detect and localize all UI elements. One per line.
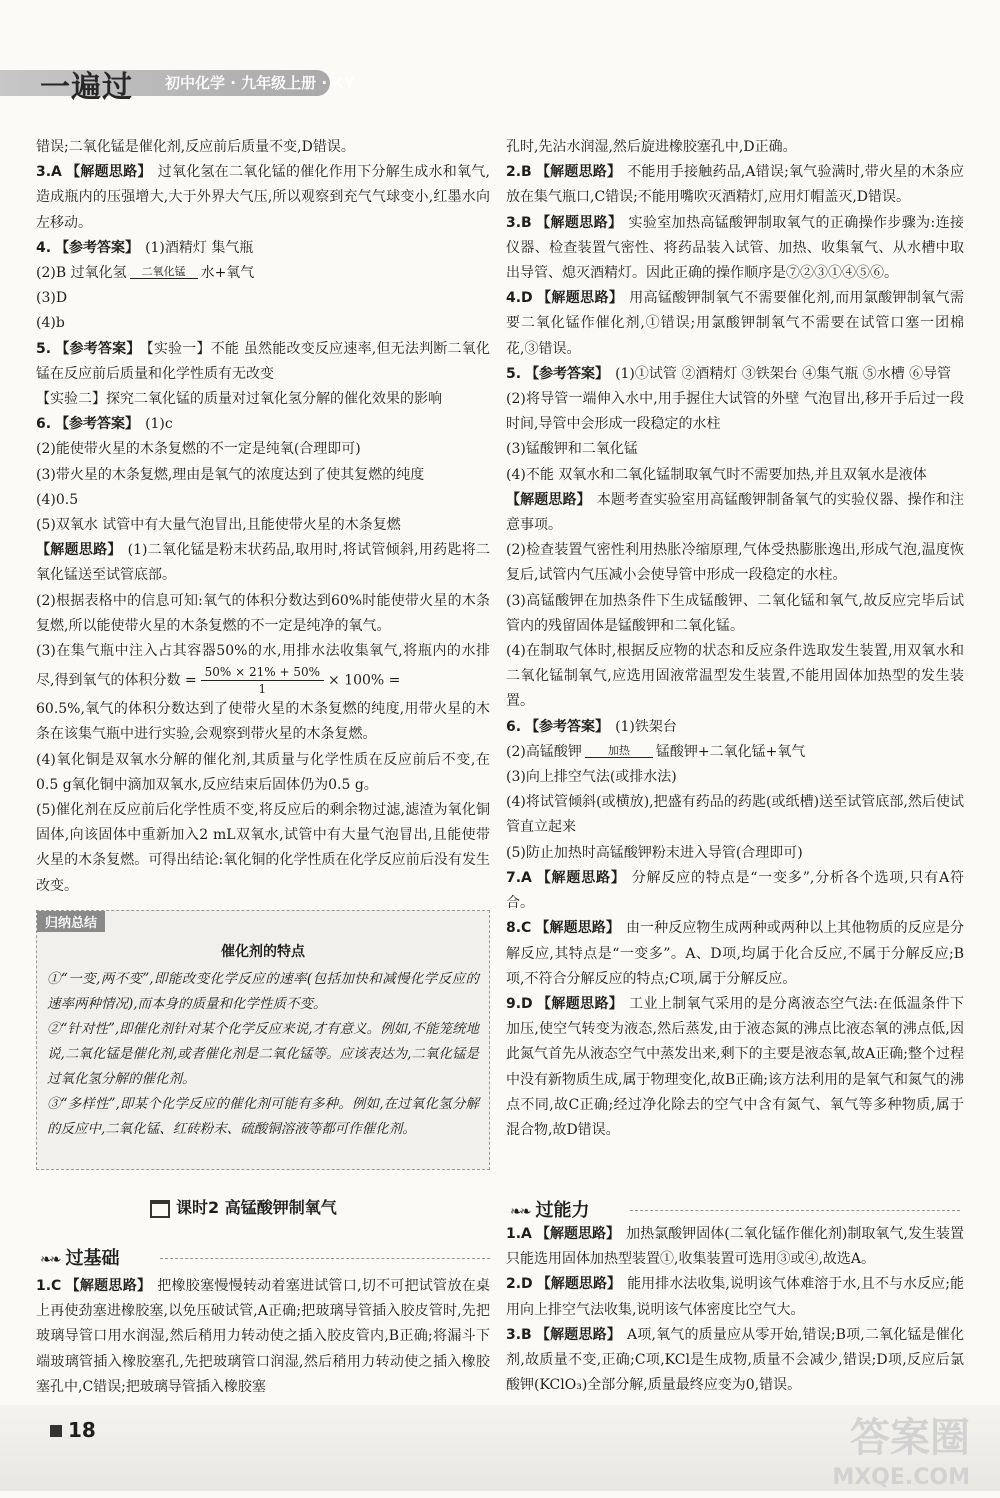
question-number: 6. [506, 718, 522, 735]
answer-text: 【实验二】探究二氧化锰的质量对过氧化氢分解的催化效果的影响 [36, 391, 442, 408]
question-number: 6. [36, 416, 52, 433]
series-title: 初中化学 · 九年级上册 · KY [165, 74, 355, 92]
answer-line [36, 286, 490, 311]
question-number: 1.A [506, 1226, 532, 1242]
watermark-line1: 答案圈 [850, 1415, 970, 1461]
lesson-title [150, 1195, 337, 1218]
answer-tag: 【解题思路】 [535, 920, 620, 937]
answer-tag: 【参考答案】 [55, 239, 140, 256]
answer-line [36, 261, 490, 286]
equation-line [506, 740, 964, 765]
equation-right: 锰酸钾+二氧化锰+氧气 [655, 743, 806, 760]
answer-text: × 100% = [328, 672, 401, 689]
answer-line [506, 841, 964, 866]
answer-line [36, 236, 490, 261]
answer-line [36, 437, 490, 462]
answer-line [506, 463, 964, 488]
section-divider [160, 1258, 490, 1259]
answer-line [506, 387, 964, 437]
answer-line [36, 311, 490, 336]
equation-left: (2)高锰酸钾 [506, 743, 582, 760]
answer-line [506, 160, 964, 210]
summary-title: 催化剂的特点 [221, 944, 305, 960]
answer-text: (4)在制取气体时,根据反应物的状态和反应条件选取发生装置,用双氧水和二氧化锰制氧气,应选用固液常温型发生装置,不能用固体加热型的发生装置。 [506, 643, 964, 710]
answer-text: (5)双氧水 试管中有大量气泡冒出,且能使带火星的木条复燃 [36, 517, 401, 534]
answer-line [506, 135, 964, 160]
question-number: 1.C [36, 1278, 62, 1294]
leaf-icon: ❧❧ [40, 1252, 60, 1268]
answer-text: (3)高锰酸钾在加热条件下生成锰酸钾、二氧化锰和氧气,故反应完毕后试管内的残留固体是锰酸钾和二氧化锰。 [506, 592, 964, 634]
arrow-line [130, 278, 198, 279]
answer-line [36, 589, 490, 639]
answer-line [36, 488, 490, 513]
answer-text: (2)将导管一端伸入水中,用手握住大试管的外壁 气泡冒出,移开手后过一段时间,导管中会形成一段稳定的水柱 [506, 391, 964, 433]
answer-text: (4)0.5 [36, 491, 79, 508]
answer-tag: 【解题思路】 [535, 869, 626, 886]
fraction [201, 664, 324, 697]
answer-text: (1)二氧化锰是粉末状药品,取用时,将试管倾斜,用药匙将二氧化锰送至试管底部。 [36, 542, 490, 584]
answer-tag: 【解题思路】 [535, 214, 623, 231]
summary-body [47, 967, 479, 1142]
reaction-arrow [130, 266, 198, 286]
section-basic-label: 过基础 [65, 1248, 120, 1269]
answer-text: 孔时,先沾水润湿,然后旋进橡胶塞孔中,D正确。 [506, 139, 797, 155]
question-number: 3.B [506, 214, 532, 231]
leaf-icon: ❧❧ [510, 1204, 530, 1220]
answer-text: 能用排水法收集,说明该气体难溶于水,且不与水反应;能用向上排空气法收集,说明该气体密度比空气大。 [506, 1276, 964, 1318]
question-number: 4.D [506, 290, 533, 307]
answer-tag: 【解题思路】 [536, 995, 624, 1012]
answer-text: 把橡胶塞慢慢转动着塞进试管口,切不可把试管放在桌上再使劲塞进橡胶塞,以免压破试管,A正确;把玻璃导管插入胶皮管时,先把玻璃导管口用水润湿,然后稍用力转动使之插入胶皮管内,B正确;将漏斗下端玻璃管插入橡胶塞孔,先把玻璃管口润湿,然后稍用力转动使之插入橡胶塞孔中,C错误;把玻璃导管插入橡胶塞 [36, 1278, 491, 1395]
answer-tag: 【解题思路】 [535, 1226, 621, 1242]
answer-text: 加热氯酸钾固体(二氧化锰作催化剂)制取氧气,发生装置只能选用固体加热型装置①,收集装置可选用③或④,故选A。 [506, 1226, 965, 1268]
reaction-arrow [585, 745, 653, 765]
fraction-numerator: 50% × 21% + 50% [201, 664, 324, 681]
answer-text: (4)b [36, 315, 65, 332]
summary-item: ③“多样性”,即某个化学反应的催化剂可能有多种。例如,在过氧化氢分解的反应中,二氧化锰、红砖粉末、硫酸铜溶液等都可作催化剂。 [47, 1096, 479, 1137]
fraction-denominator: 1 [258, 682, 267, 697]
right-bottom-column [506, 1222, 964, 1398]
answer-text: A项,氧气的质量应从零开始,错误;B项,二氧化锰是催化剂,故质量不变,正确;C项,KCl是生成物,质量不会减少,错误;D项,反应后氯酸钾(KClO₃)全部分解,质量最终应变为0,错误。 [506, 1326, 965, 1394]
answer-line [506, 589, 964, 639]
answer-text: 不能用手接触药品,A错误;氧气验满时,带火星的木条应放在集气瓶口,C错误;不能用嘴吹灭酒精灯,应用灯帽盖灭,D错误。 [506, 164, 965, 206]
question-number: 3.B [506, 1326, 532, 1343]
answer-text: (3)带火星的木条复燃,理由是氧气的浓度达到了使其复燃的纯度 [36, 466, 425, 483]
section-divider [630, 1210, 960, 1211]
question-number: 4. [36, 239, 52, 256]
answer-line: (5)催化剂在反应前后化学性质不变,将反应后的剩余物过滤,滤渣为氧化铜固体,向该固体中重新加入2 mL双氧水,试管中有大量气泡冒出,且能使带火星的木条复燃。可得出结论:氧化铜的化学性质在化学反应前后没有发生改变。 [36, 802, 490, 894]
answer-text: (2)根据表格中的信息可知:氧气的体积分数达到60%时能使带火星的木条复燃,所以能使带火星的木条复燃的不一定是纯净的氧气。 [36, 592, 490, 634]
answer-text: (1)c [145, 416, 173, 433]
answer-text: 用高锰酸钾制氧气不需要催化剂,而用氯酸钾制氧气需要二氧化锰作催化剂,①错误;用氯酸钾制氧气不需要在试管口塞一团棉花,③错误。 [506, 290, 965, 357]
answer-tag: 【解题思路】 [65, 1278, 152, 1294]
summary-box [36, 910, 490, 1170]
answer-line [506, 1272, 964, 1322]
answer-line [506, 286, 964, 362]
brand-logo: 一遍过 [40, 70, 133, 105]
answer-text: (2)B 过氧化氢 [36, 265, 127, 282]
answer-line [506, 916, 964, 992]
answer-line [36, 538, 490, 588]
answer-text: 本题考查实验室用高锰酸钾制备氧气的实验仪器、操作和注意事项。 [506, 491, 965, 534]
answer-line: (4)氧化铜是双氧水分解的催化剂,其质量与化学性质在反应前后不变,在0.5 g氧化铜中滴加双氧水,反应结束后固体仍为0.5 g。 [36, 751, 490, 793]
answer-line [36, 463, 490, 488]
answer-tag: 【解题思路】 [535, 1326, 622, 1343]
summary-item: ②“针对性”,即催化剂针对某个化学反应来说,才有意义。例如,不能笼统地说,二氧化锰是催化剂,或者催化剂是二氧化锰等。应该表达为,二氧化锰是过氧化氢分解的催化剂。 [47, 1021, 479, 1087]
answer-tag: 【解题思路】 [536, 290, 624, 307]
page-number: 18 [50, 1418, 96, 1442]
answer-tag: 【解题思路】 [36, 542, 122, 559]
question-number: 8.C [506, 920, 532, 937]
question-number: 3.A [36, 164, 62, 181]
question-number: 5. [36, 340, 52, 357]
answer-text: (5)防止加热时高锰酸钾粉末进入导管(合理即可) [506, 844, 803, 861]
watermark [832, 1415, 970, 1498]
answer-line [36, 639, 490, 697]
answer-line [36, 412, 490, 437]
answer-line [36, 387, 490, 412]
answer-line [506, 715, 964, 740]
square-icon [50, 1425, 62, 1437]
answer-text: (3)锰酸钾和二氧化锰 [506, 441, 638, 458]
answer-text: 错误;二氧化锰是催化剂,反应前后质量不变,D错误。 [36, 139, 355, 155]
answer-line [506, 1323, 964, 1399]
question-number: 2.D [506, 1276, 533, 1293]
page-header [0, 62, 1000, 105]
answer-tag: 【解题思路】 [535, 164, 622, 181]
watermark-line2: MXQE.COM [832, 1465, 970, 1490]
answer-tag: 【参考答案】 [55, 416, 140, 433]
answer-line [506, 488, 964, 538]
answer-text: (3)在集气瓶中注入占其容器50%的水,用排水法收集氧气,将瓶内的水排尽,得到氧气的体积分数 = [36, 643, 490, 689]
answer-text: (1)酒精灯 集气瓶 [145, 239, 254, 256]
reaction-condition: 二氧化锰 [141, 265, 186, 279]
answer-line [36, 513, 490, 538]
answer-tag: 【参考答案】 [55, 340, 141, 357]
answer-tag: 【解题思路】 [506, 491, 591, 508]
answer-text: 过氧化氢在二氧化锰的催化作用下分解生成水和氧气,造成瓶内的压强增大,大于外界大气压,所以观察到充气气球变小,红墨水向左移动。 [36, 164, 491, 231]
answer-text: 分解反应的特点是“一变多”,分析各个选项,只有A符合。 [506, 869, 964, 912]
answer-line: 60.5%,氧气的体积分数达到了使带火星的木条复燃的纯度,用带火星的木条在该集气瓶中进行实验,会观察到带火星的木条复燃。 [36, 701, 490, 743]
left-column [36, 135, 490, 899]
question-number: 7.A [506, 869, 532, 886]
answer-tag: 【参考答案】 [525, 718, 610, 735]
answer-text: (3)D [36, 290, 68, 307]
answer-text: (2)能使带火星的木条复燃的不一定是纯氧(合理即可) [36, 441, 361, 458]
summary-tag: 归纳总结 [37, 911, 105, 932]
answer-line [506, 765, 964, 790]
answer-line [506, 790, 964, 840]
answer-text: 由一种反应物生成两种或两种以上其他物质的反应是分解反应,其特点是“一变多”。A、D项,均属于化合反应,不属于分解反应;B项,不符合分解反应的特点;C项,属于分解反应。 [506, 920, 965, 987]
answer-line [36, 1274, 490, 1400]
answer-tag: 【解题思路】 [65, 164, 152, 181]
section-ability [510, 1196, 960, 1222]
answer-line [506, 362, 964, 387]
answer-text: (1)铁架台 [615, 718, 677, 735]
answer-line [506, 866, 964, 916]
answer-text: (4)将试管倾斜(或横放),把盛有药品的药匙(或纸槽)送至试管底部,然后使试管直立起来 [506, 794, 964, 836]
lesson-label: 课时2 高锰酸钾制氧气 [176, 1198, 337, 1217]
reaction-condition: 加热 [607, 744, 630, 758]
section-ability-label: 过能力 [535, 1200, 590, 1221]
answer-text: (1)①试管 ②酒精灯 ③铁架台 ④集气瓶 ⑤水槽 ⑥导管 [615, 365, 952, 382]
question-number: 2.B [506, 164, 532, 181]
answer-line [36, 135, 490, 160]
book-icon [150, 1200, 170, 1218]
answer-line [506, 211, 964, 287]
answer-text: 【实验一】不能 虽然能改变反应速率,但无法判断二氧化锰在反应前后质量和化学性质有无改变 [36, 340, 491, 382]
summary-item: ①“一变,两不变”,即能改变化学反应的速率(包括加快和减慢化学反应的速率两种情况),而本身的质量和化学性质不变。 [47, 971, 479, 1012]
answer-text: (4)不能 双氧水和二氧化锰制取氧气时不需要加热,并且双氧水是液体 [506, 466, 927, 483]
answer-line [506, 992, 964, 1143]
answer-line [506, 538, 964, 588]
answer-text: 水+氧气 [200, 265, 255, 282]
answer-text: 实验室加热高锰酸钾制取氧气的正确操作步骤为:连接仪器、检查装置气密性、将药品装入试管、加热、收集氧气、从水槽中取出导管、熄灭酒精灯。因此正确的操作顺序是⑦②③①④⑤⑥。 [506, 214, 965, 282]
answer-tag: 【解题思路】 [536, 1276, 622, 1293]
answer-text: 工业上制氧气采用的是分离液态空气法:在低温条件下加压,使空气转变为液态,然后蒸发,由于液态氮的沸点比液态氧的沸点低,因此氮气首先从液态空气中蒸发出来,剩下的主要是液态氧,故A正确;整个过程中没有新物质生成,属于物理变化,故B正确;该方法利用的是氧气和氮气的沸点不同,故C正确;经过净化除去的空气中含有氮气、氧气等多种物质,属于混合物,故D错误。 [506, 995, 965, 1138]
answer-line [506, 639, 964, 715]
arrow-line [585, 757, 653, 758]
answer-line [506, 437, 964, 462]
right-column [506, 135, 964, 1143]
answer-line [506, 1222, 964, 1272]
answer-line [36, 337, 490, 387]
answer-text: (3)向上排空气法(或排水法) [506, 769, 677, 786]
section-basic [40, 1244, 490, 1270]
question-number: 5. [506, 365, 522, 382]
answer-line [36, 160, 490, 236]
answer-text: (2)检查装置气密性利用热胀冷缩原理,气体受热膨胀逸出,形成气泡,温度恢复后,试管内气压减小会使导管中形成一段稳定的水柱。 [506, 542, 964, 584]
question-number: 9.D [506, 995, 533, 1012]
left-bottom-column [36, 1274, 490, 1400]
answer-tag: 【参考答案】 [525, 365, 610, 382]
